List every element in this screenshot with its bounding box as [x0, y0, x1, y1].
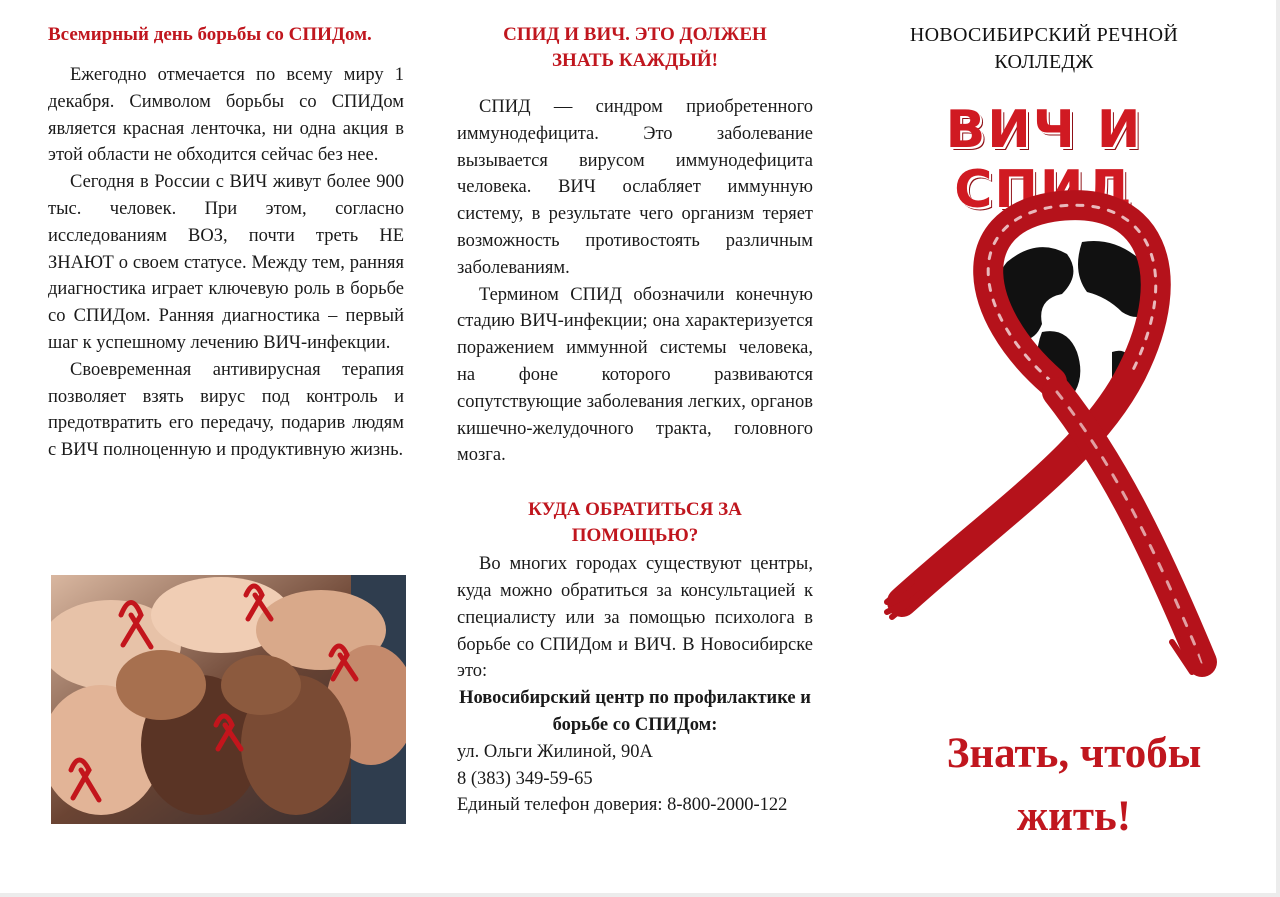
- slogan: Знать, чтобы жить!: [946, 730, 1202, 840]
- therapy-paragraph: Своевременная антивирусная терапия позволяет взять вирус под контроль и предотвратить его передачу, подарив людям с ВИЧ полноценную и продуктивную жизнь.: [48, 359, 404, 461]
- aids-day-paragraph: Ежегодно отмечается по всему миру 1 декабря. Символом борьбы со СПИДом является красная ленточка, ни одна акция в этой области не обходится сейчас без нее.: [48, 65, 404, 166]
- center-name: Новосибирский центр по профилактике и борьбе со СПИДом:: [459, 688, 811, 735]
- red-ribbon-globe-logo: [882, 182, 1222, 682]
- hiv-aids-title: ВИЧ И СПИД: [945, 100, 1143, 220]
- right-column: [868, 22, 1220, 882]
- aids-definition-paragraph: СПИД — синдром приобретенного иммунодефицита. Это заболевание вызывается вирусом иммунодефицита человека. ВИЧ ослабляет иммунную систему, в результате чего организм теряет возможность противостоять различным заболеваниям.: [457, 97, 813, 278]
- center-phone: 8 (383) 349-59-65: [457, 768, 593, 789]
- help-centers-paragraph: Во многих городах существуют центры, куда можно обратиться за консультацией к специалисту или за помощью психолога в борьбе со СПИДом и ВИЧ. В Новосибирске это:: [457, 554, 813, 682]
- must-know-heading: СПИД И ВИЧ. ЭТО ДОЛЖЕН ЗНАТЬ КАЖДЫЙ!: [503, 24, 767, 71]
- left-column: [48, 22, 404, 464]
- where-to-get-help-heading: КУДА ОБРАТИТЬСЯ ЗА ПОМОЩЬЮ?: [528, 499, 742, 547]
- aids-day-heading: Всемирный день борьбы со СПИДом.: [48, 24, 372, 45]
- hands-ribbons-photo: [51, 575, 406, 824]
- center-address: ул. Ольги Жилиной, 90А: [457, 741, 653, 762]
- russia-stats-paragraph: Сегодня в России с ВИЧ живут более 900 тыс. человек. При этом, согласно исследованиям ВОЗ, почти треть НЕ ЗНАЮТ о своем статусе. Между тем, ранняя диагностика играет ключевую роль в борьбе со СПИДом. Ранняя диагностика – первый шаг к успешному лечению ВИЧ-инфекции.: [48, 172, 404, 353]
- hotline-phone: Единый телефон доверия: 8-800-2000-122: [457, 795, 788, 816]
- middle-column: [457, 22, 813, 819]
- college-name: НОВОСИБИРСКИЙ РЕЧНОЙ КОЛЛЕДЖ: [909, 24, 1179, 73]
- aids-term-paragraph: Термином СПИД обозначили конечную стадию ВИЧ-инфекции; она характеризуется поражением иммунной системы человека, на фоне которого развиваются сопутствующие заболевания легких, органов кишечно-желудочного тракта, головного мозга.: [457, 284, 813, 466]
- hands-illustration: [51, 575, 406, 824]
